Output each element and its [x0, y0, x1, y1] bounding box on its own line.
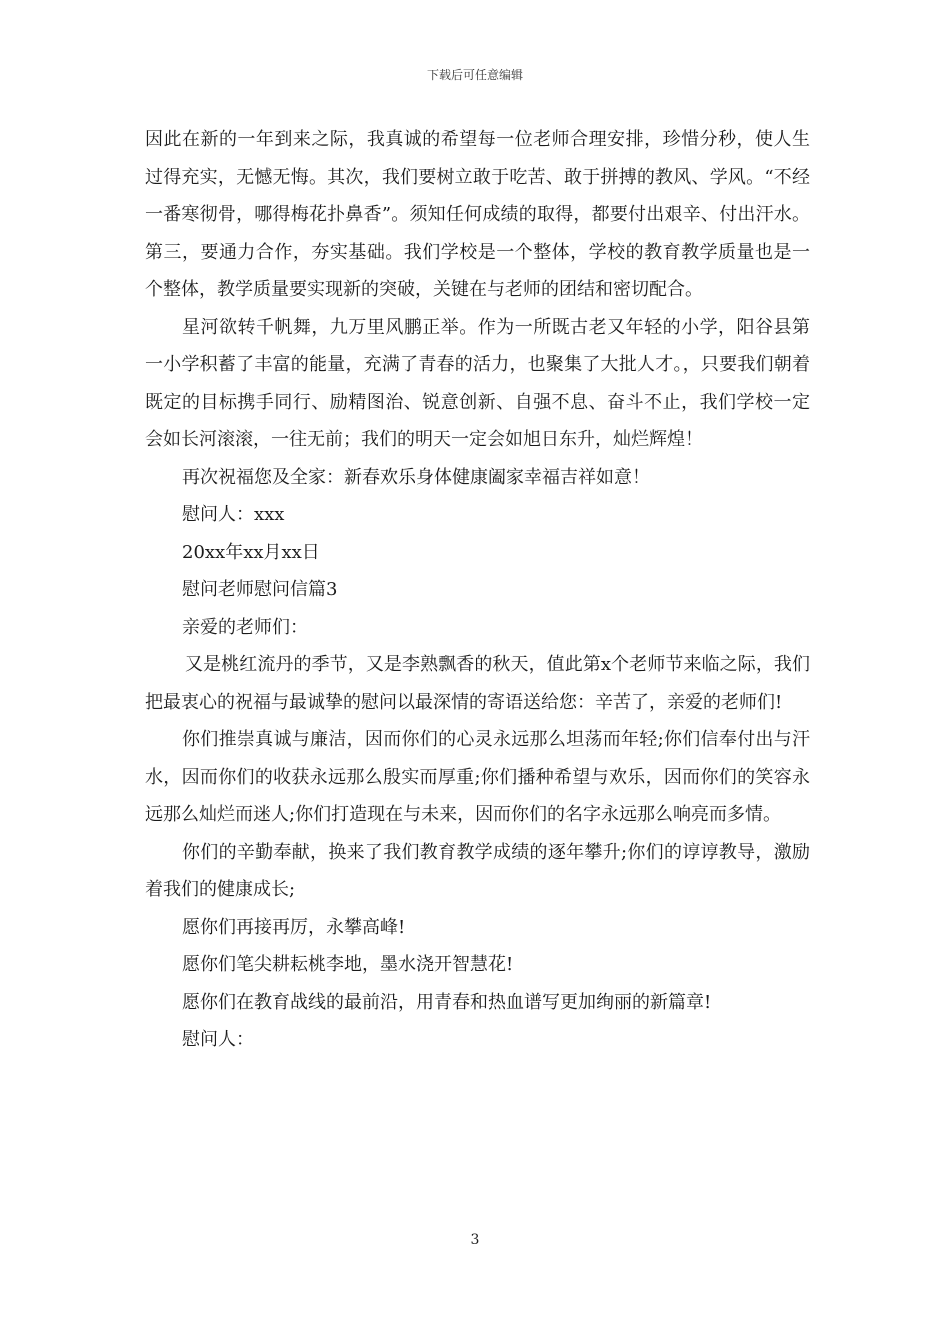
paragraph-praise: 你们推崇真诚与廉洁，因而你们的心灵永远那么坦荡而年轻;你们信奉付出与汗水，因而你们的收获永远那么殷实而厚重;你们播种希望与欢乐，因而你们的笑容永远那么灿烂而迷人;你们打造现在与未来，因而你们的名字永远那么响亮而多情。: [145, 729, 810, 825]
document-body: [145, 121, 810, 1059]
paragraph-continuation: 因此在新的一年到来之际，我真诚的希望每一位老师合理安排，珍惜分秒，使人生过得充实，无憾无悔。其次，我们要树立敢于吃苦、敢于拼搏的教风、学风。“不经一番寒彻骨，哪得梅花扑鼻香”。须知任何成绩的取得，都要付出艰辛、付出汗水。第三，要通力合作，夯实基础。我们学校是一个整体，学校的教育教学质量也是一个整体，教学质量要实现新的突破，关键在与老师的团结和密切配合。: [145, 129, 810, 300]
date-line: 20xx年xx月xx日: [182, 541, 320, 563]
wish-line-2: 愿你们笔尖耕耘桃李地，墨水浇开智慧花!: [182, 954, 514, 975]
signature-line: 慰问人：xxx: [182, 504, 285, 525]
paragraph-new-year-wishes: 再次祝福您及全家：新春欢乐身体健康阖家幸福吉祥如意！: [182, 466, 650, 488]
wish-line-3: 愿你们在教育战线的最前沿，用青春和热血谱写更加绚丽的新篇章!: [182, 991, 712, 1013]
section-title: 慰问老师慰问信篇3: [182, 579, 338, 600]
paragraph-school-outlook: 星河欲转千帆舞，九万里风鹏正举。作为一所既古老又年轻的小学，阳谷县第一小学积蓄了丰富的能量，充满了青春的活力，也聚集了大批人才。，只要我们朝着既定的目标携手同行、励精图治、锐意创新、自强不息、奋斗不止，我们学校一定会如长河滚滚，一往无前；我们的明天一定会如旭日东升，灿烂辉煌！: [145, 316, 810, 450]
page-number: 3: [470, 1232, 480, 1248]
closing-signature: 慰问人：: [182, 1029, 254, 1050]
paragraph-teachers-day: 又是桃红流丹的季节，又是李熟飘香的秋天，值此第x个老师节来临之际，我们把最衷心的祝福与最诚挚的慰问以最深情的寄语送给您：辛苦了，亲爱的老师们!: [145, 654, 810, 713]
page-header: 下载后可任意编辑: [426, 68, 523, 82]
salutation: 亲爱的老师们：: [182, 616, 308, 638]
wish-line-1: 愿你们再接再厉，永攀高峰!: [182, 916, 406, 938]
paragraph-dedication: 你们的辛勤奉献，换来了我们教育教学成绩的逐年攀升;你们的谆谆教导，激励着我们的健康成长;: [145, 841, 810, 900]
